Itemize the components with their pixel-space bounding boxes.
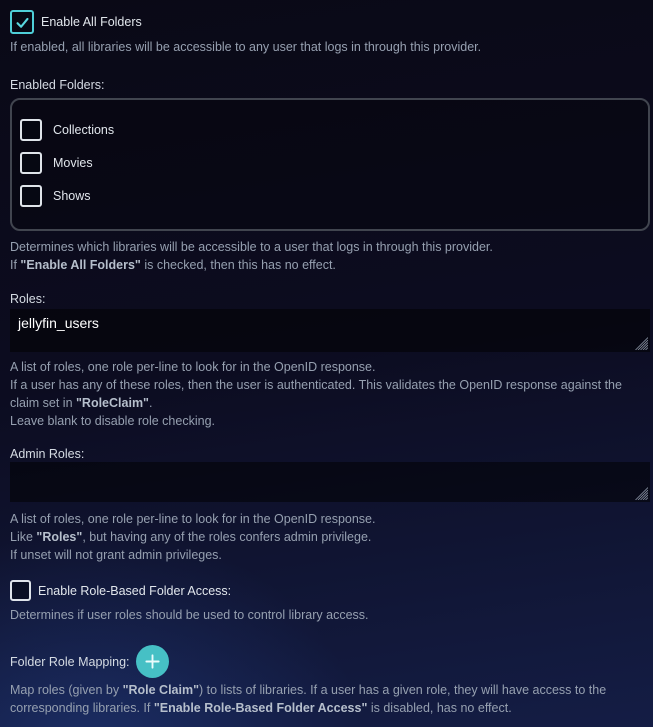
enable-all-folders-description: If enabled, all libraries will be accessible to any user that logs in through this provider. xyxy=(10,40,482,54)
enabled-folders-fieldset xyxy=(10,98,650,231)
enable-all-folders-label: Enable All Folders xyxy=(41,15,142,29)
role-based-folder-access-checkbox[interactable] xyxy=(10,580,31,601)
roles-description: A list of roles, one role per-line to look for in the OpenID response. If a user has any of these roles, then the user is authenticated. This validates the OpenID response against the claim set in "RoleClaim". Leave blank to disable role checking. xyxy=(10,360,622,428)
enable-role-based-folder-access-row[interactable] xyxy=(10,580,650,601)
admin-roles-description: A list of roles, one role per-line to look for in the OpenID response. Like "Roles", but having any of the roles confers admin privilege. If unset will not grant admin privileges. xyxy=(10,512,376,562)
enabled-folders-description: Determines which libraries will be accessible to a user that logs in through this provider. If "Enable All Folders" is checked, then this has no effect. xyxy=(10,240,493,272)
admin-roles-textarea-wrap xyxy=(10,462,650,502)
shows-label: Shows xyxy=(53,189,91,203)
collections-label: Collections xyxy=(53,123,115,137)
add-folder-role-mapping-button[interactable] xyxy=(136,645,169,678)
role-based-folder-access-label: Enable Role-Based Folder Access: xyxy=(38,583,232,598)
folder-option-shows[interactable] xyxy=(20,185,638,207)
enable-all-folders-row[interactable] xyxy=(10,10,650,34)
enable-all-folders-checkbox[interactable] xyxy=(10,10,34,34)
resize-handle-icon[interactable] xyxy=(635,487,648,500)
roles-input[interactable] xyxy=(10,309,650,352)
folder-role-mapping-description: Map roles (given by "Role Claim") to lists of libraries. If a user has a given role, they will have access to the corresponding libraries. If "Enable Role-Based Folder Access" is disabled, has no effect. xyxy=(10,683,607,715)
roles-label: Roles: xyxy=(10,292,46,306)
folder-role-mapping-row xyxy=(10,645,650,678)
shows-checkbox[interactable] xyxy=(20,185,42,207)
checkmark-icon xyxy=(14,14,31,31)
folder-option-movies[interactable] xyxy=(20,152,638,174)
movies-checkbox[interactable] xyxy=(20,152,42,174)
role-based-folder-access-description: Determines if user roles should be used to control library access. xyxy=(10,608,369,622)
resize-handle-icon[interactable] xyxy=(635,337,648,350)
admin-roles-input[interactable] xyxy=(10,462,650,502)
plus-icon xyxy=(144,653,161,670)
folder-role-mapping-label: Folder Role Mapping: xyxy=(10,654,130,669)
roles-textarea-wrap xyxy=(10,309,650,352)
movies-label: Movies xyxy=(53,156,93,170)
admin-roles-label: Admin Roles: xyxy=(10,447,85,461)
collections-checkbox[interactable] xyxy=(20,119,42,141)
enabled-folders-label: Enabled Folders: xyxy=(10,78,105,92)
folder-option-collections[interactable] xyxy=(20,119,638,141)
